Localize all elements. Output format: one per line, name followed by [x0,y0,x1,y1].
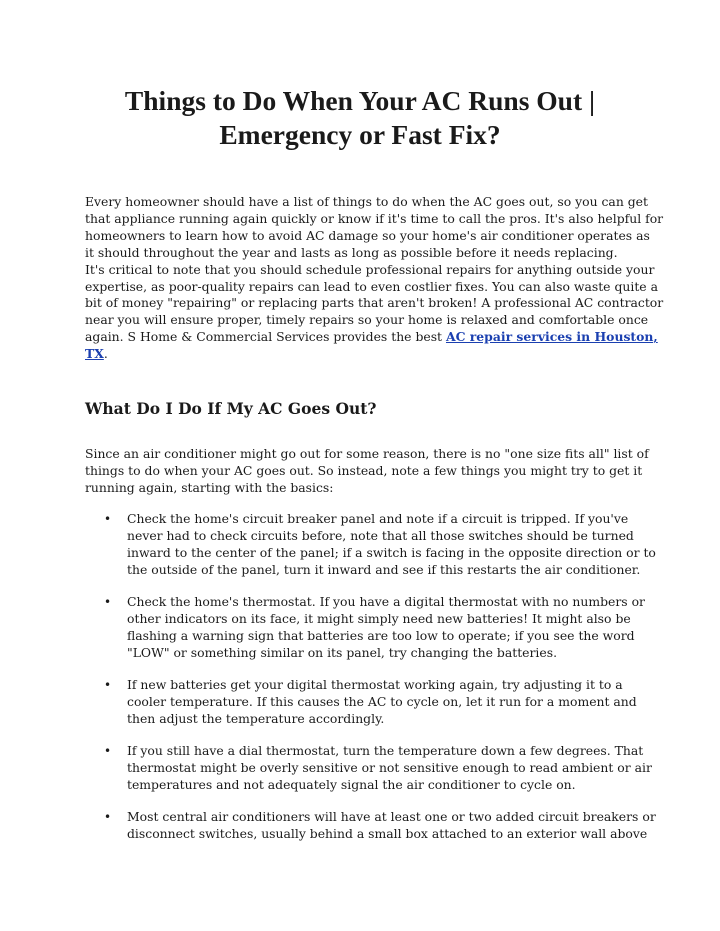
list-item-text [127,594,647,662]
text-line: flashing a warning sign that batteries are too low to operate; if you see the word [127,627,635,643]
text-line [85,329,658,346]
page-title [60,84,660,152]
bullet-icon: • [104,678,112,692]
ac-repair-link[interactable]: AC repair services in Houston, [445,329,658,345]
bullet-icon: • [104,595,112,609]
bullet-icon: • [104,512,112,526]
text-line: expertise, as poor-quality repairs can lead to even costlier fixes. You can also waste quite a [85,278,658,294]
list-item-text [127,809,656,843]
text-line: the outside of the panel, turn it inward and see if this restarts the air conditioner. [127,561,641,577]
text-line: If new batteries get your digital thermostat working again, try adjusting it to a [127,677,623,692]
text-line: thermostat might be overly sensitive or not sensitive enough to read ambient or air [127,759,652,775]
text-line: It's critical to note that you should schedule professional repairs for anything outside your [85,261,655,277]
text-line: then adjust the temperature accordingly. [127,710,385,726]
text-line: running again, starting with the basics: [85,479,334,495]
text-segment: again. S Home & Commercial Services provides the best [85,329,446,345]
text-segment: . [103,346,108,362]
bullet-icon: • [104,810,112,824]
bullet-icon: • [104,744,112,758]
text-line: bit of money "repairing" or replacing parts that aren't broken! A professional AC contractor [85,295,664,311]
ac-repair-link-continued[interactable]: TX [85,346,104,362]
title-line: Things to Do When Your AC Runs Out | [124,85,596,116]
text-line: other indicators on its face, it might simply need new batteries! It might also be [127,610,631,626]
text-line: Every homeowner should have a list of things to do when the AC goes out, so you can get [85,194,648,209]
text-line: never had to check circuits before, note that all those switches should be turned [127,527,634,543]
text-line [85,346,645,363]
text-line: that appliance running again quickly or know if it's time to call the pros. It's also helpful for [85,210,664,226]
text-line: disconnect switches, usually behind a small box attached to an exterior wall above [127,825,648,841]
text-line: inward to the center of the panel; if a switch is facing in the opposite direction or to [127,544,656,560]
text-line: Check the home's thermostat. If you have a digital thermostat with no numbers or [127,594,645,609]
text-line: Check the home's circuit breaker panel and note if a circuit is tripped. If you've [127,511,629,526]
text-line: things to do when your AC goes out. So instead, note a few things you might try to get it [85,462,643,478]
text-line: cooler temperature. If this causes the AC to cycle on, let it run for a moment and [127,693,637,709]
section-intro-paragraph [85,446,649,497]
title-line: Emergency or Fast Fix? [219,119,501,150]
text-line: it should throughout the year and lasts as long as possible before it needs replacing. [85,244,618,260]
intro-paragraph [85,194,664,363]
text-line: Most central air conditioners will have at least one or two added circuit breakers or [127,809,656,824]
list-item-text [127,511,656,579]
list-item-text [127,743,652,794]
text-line: Since an air conditioner might go out for some reason, there is no "one size fits all" list of [85,446,649,461]
text-line: homeowners to learn how to avoid AC damage so your home's air conditioner operates as [85,227,650,243]
text-line: near you will ensure proper, timely repairs so your home is relaxed and comfortable once [85,312,649,328]
text-line: "LOW" or something similar on its panel, try changing the batteries. [127,644,558,660]
list-item-text [127,677,647,728]
section-heading: What Do I Do If My AC Goes Out? [85,399,377,418]
text-line: temperatures and not adequately signal the air conditioner to cycle on. [127,776,576,792]
text-line: If you still have a dial thermostat, turn the temperature down a few degrees. That [127,743,644,758]
